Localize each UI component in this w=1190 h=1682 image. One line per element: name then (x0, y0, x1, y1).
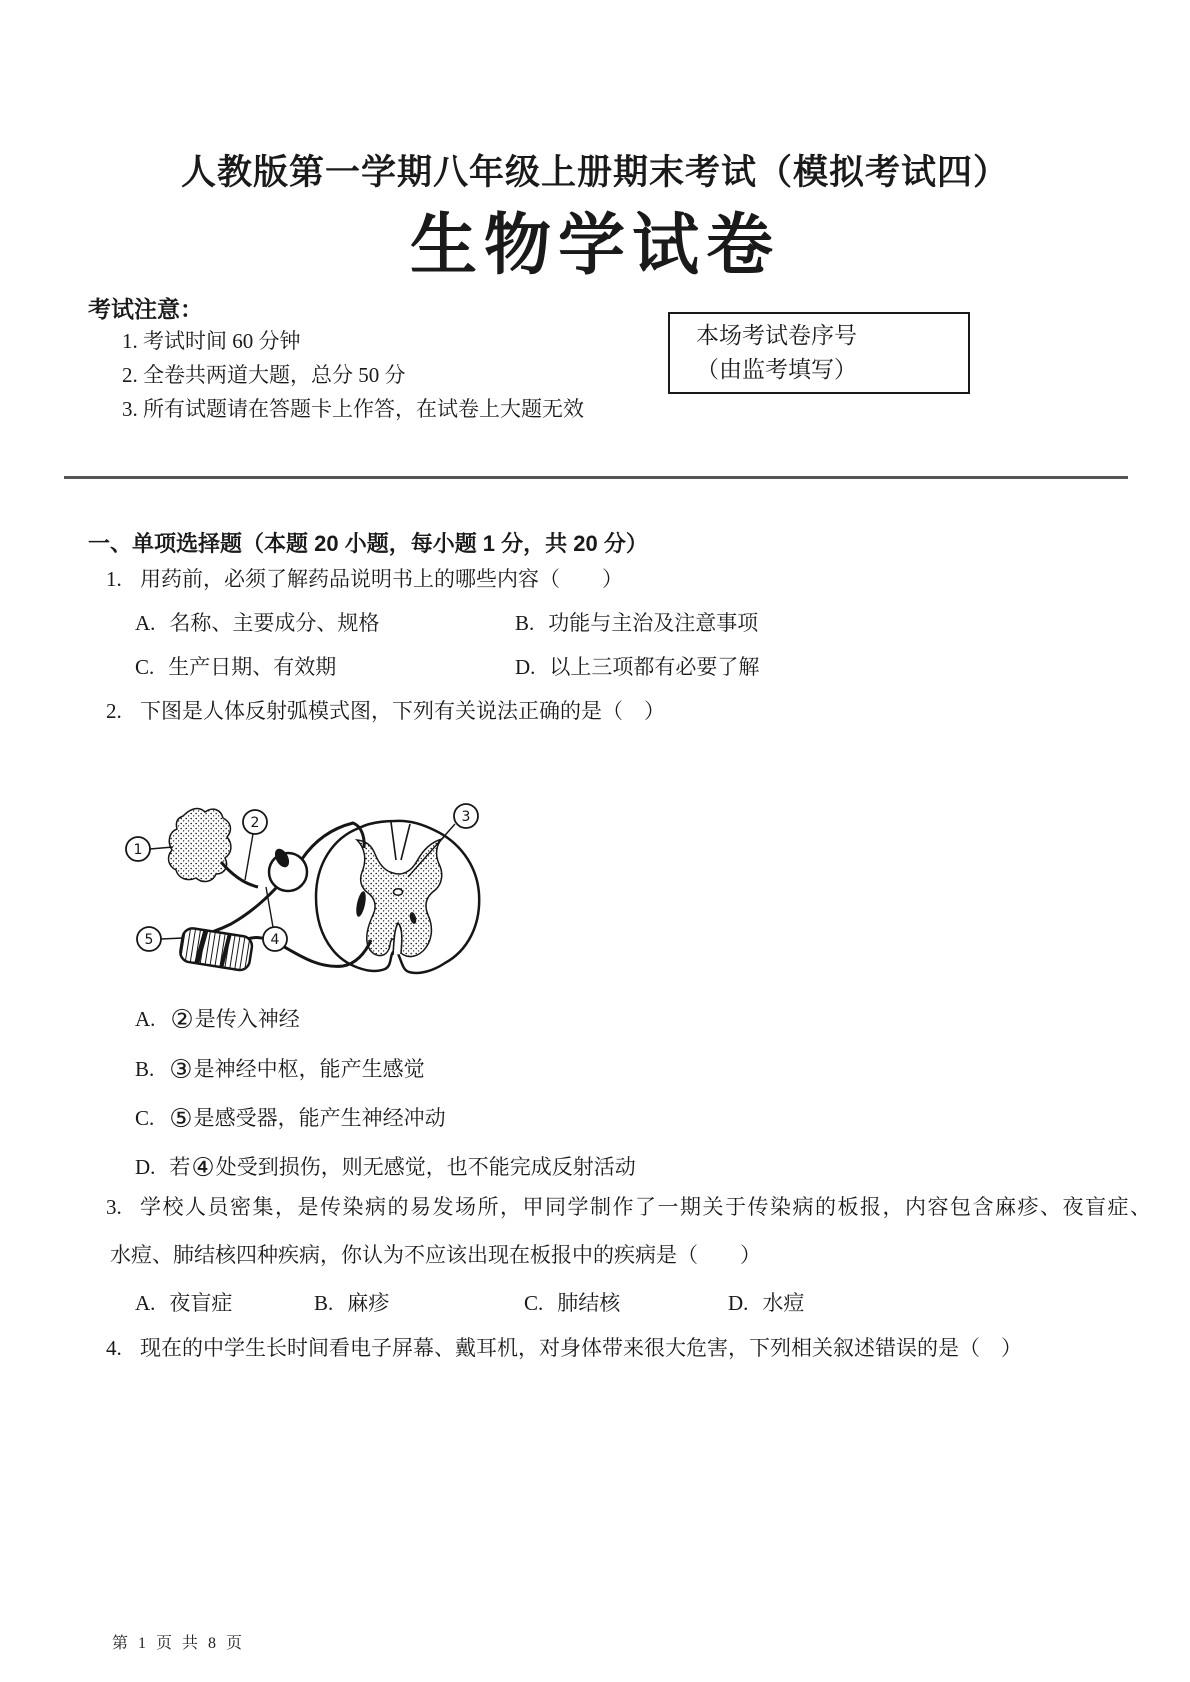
option-text: 是传入神经 (194, 1007, 300, 1031)
central-canal (394, 889, 403, 895)
option-letter: A. (135, 1007, 156, 1031)
reflex-arc-diagram (95, 742, 495, 980)
option-letter: A. (135, 611, 156, 635)
question-3-option-d (728, 1287, 804, 1317)
option-text: 麻疹 (347, 1291, 390, 1315)
diagram-label-2 (243, 810, 267, 834)
option-text: 水痘 (762, 1291, 805, 1315)
svg-text:4: 4 (270, 932, 280, 948)
section1-heading: 一、单项选择题（本题 20 小题，每小题 1 分，共 20 分） (88, 531, 648, 556)
option-letter: C. (135, 655, 155, 679)
option-text: 生产日期、有效期 (168, 655, 337, 679)
serial-number-box (668, 312, 970, 394)
question-2-text: 下图是人体反射弧模式图，下列有关说法正确的是（ ） (140, 699, 665, 723)
option-letter: D. (515, 655, 536, 679)
option-text: 夜盲症 (169, 1291, 233, 1315)
option-letter: D. (135, 1155, 156, 1179)
diagram-label-5 (137, 927, 161, 951)
circled-2: ② (170, 1005, 194, 1035)
exam-title: 人教版第一学期八年级上册期末考试（模拟考试四） (180, 153, 1009, 192)
svg-text:3: 3 (461, 809, 471, 825)
diagram-label-4 (263, 927, 287, 951)
question-1-option-a (135, 607, 379, 637)
question-3-text-line1: 学校人员密集，是传染病的易发场所，甲同学制作了一期关于传染病的板报，内容包含麻疹、夜盲症、 (140, 1195, 1153, 1219)
diagram-label-1 (126, 837, 150, 861)
option-text: 名称、主要成分、规格 (169, 611, 380, 635)
option-letter: C. (524, 1291, 544, 1315)
notice-label: 考试注意： (88, 296, 203, 322)
circled-3: ③ (169, 1055, 193, 1085)
option-letter: B. (314, 1291, 334, 1315)
option-pre: 若 (169, 1155, 191, 1179)
question-2-option-d (135, 1151, 636, 1183)
svg-text:2: 2 (250, 815, 260, 831)
paper-title: 生物学试卷 (410, 208, 780, 283)
svg-text:5: 5 (144, 932, 154, 948)
circled-5: ⑤ (169, 1104, 193, 1134)
effector-muscle (179, 927, 253, 972)
question-4-number: 4. (106, 1336, 122, 1360)
notice-item-2: 2. 全卷共两道大题，总分 50 分 (122, 363, 406, 387)
svg-text:1: 1 (133, 842, 143, 858)
question-3 (106, 1191, 1153, 1221)
question-1-number: 1. (106, 567, 122, 591)
question-3-option-a (135, 1287, 232, 1317)
option-letter: C. (135, 1106, 155, 1130)
receptor-patch (169, 809, 231, 882)
diagram-label-3 (454, 804, 478, 828)
question-4 (106, 1332, 1022, 1362)
question-1 (106, 563, 623, 593)
option-letter: D. (728, 1291, 749, 1315)
option-text: 肺结核 (557, 1291, 621, 1315)
question-1-option-c (135, 651, 336, 681)
question-1-option-b (515, 607, 758, 637)
question-4-text: 现在的中学生长时间看电子屏幕、戴耳机，对身体带来很大危害，下列相关叙述错误的是（ ） (140, 1336, 1022, 1360)
option-text: 以上三项都有必要了解 (549, 655, 760, 679)
question-2 (106, 695, 665, 725)
option-letter: B. (515, 611, 535, 635)
question-3-option-c (524, 1287, 620, 1317)
question-3-text-line2: 水痘、肺结核四种疾病，你认为不应该出现在板报中的疾病是（ ） (110, 1243, 761, 1267)
option-text: 处受到损伤，则无感觉，也不能完成反射活动 (215, 1155, 636, 1179)
spinal-cord-section (316, 821, 479, 973)
option-text: 是感受器，能产生神经冲动 (193, 1106, 446, 1130)
option-letter: B. (135, 1057, 155, 1081)
question-1-text: 用药前，必须了解药品说明书上的哪些内容（ ） (140, 567, 623, 591)
notice-item-1: 1. 考试时间 60 分钟 (122, 329, 301, 353)
question-2-option-b (135, 1053, 425, 1085)
circled-4: ④ (191, 1153, 215, 1183)
option-letter: A. (135, 1291, 156, 1315)
question-2-number: 2. (106, 699, 122, 723)
serial-box-line1: 本场考试卷序号 (696, 323, 857, 348)
option-text: 是神经中枢，能产生感觉 (193, 1057, 425, 1081)
question-3-option-b (314, 1287, 389, 1317)
header-divider (64, 476, 1128, 479)
question-2-option-a (135, 1003, 300, 1035)
question-1-option-d (515, 651, 759, 681)
page-footer: 第 1 页 共 8 页 (112, 1635, 246, 1652)
serial-box-line2: （由监考填写） (696, 357, 857, 382)
question-2-option-c (135, 1102, 446, 1134)
option-text: 功能与主治及注意事项 (548, 611, 759, 635)
question-3-number: 3. (106, 1195, 122, 1219)
notice-item-3: 3. 所有试题请在答题卡上作答，在试卷上大题无效 (122, 397, 584, 421)
